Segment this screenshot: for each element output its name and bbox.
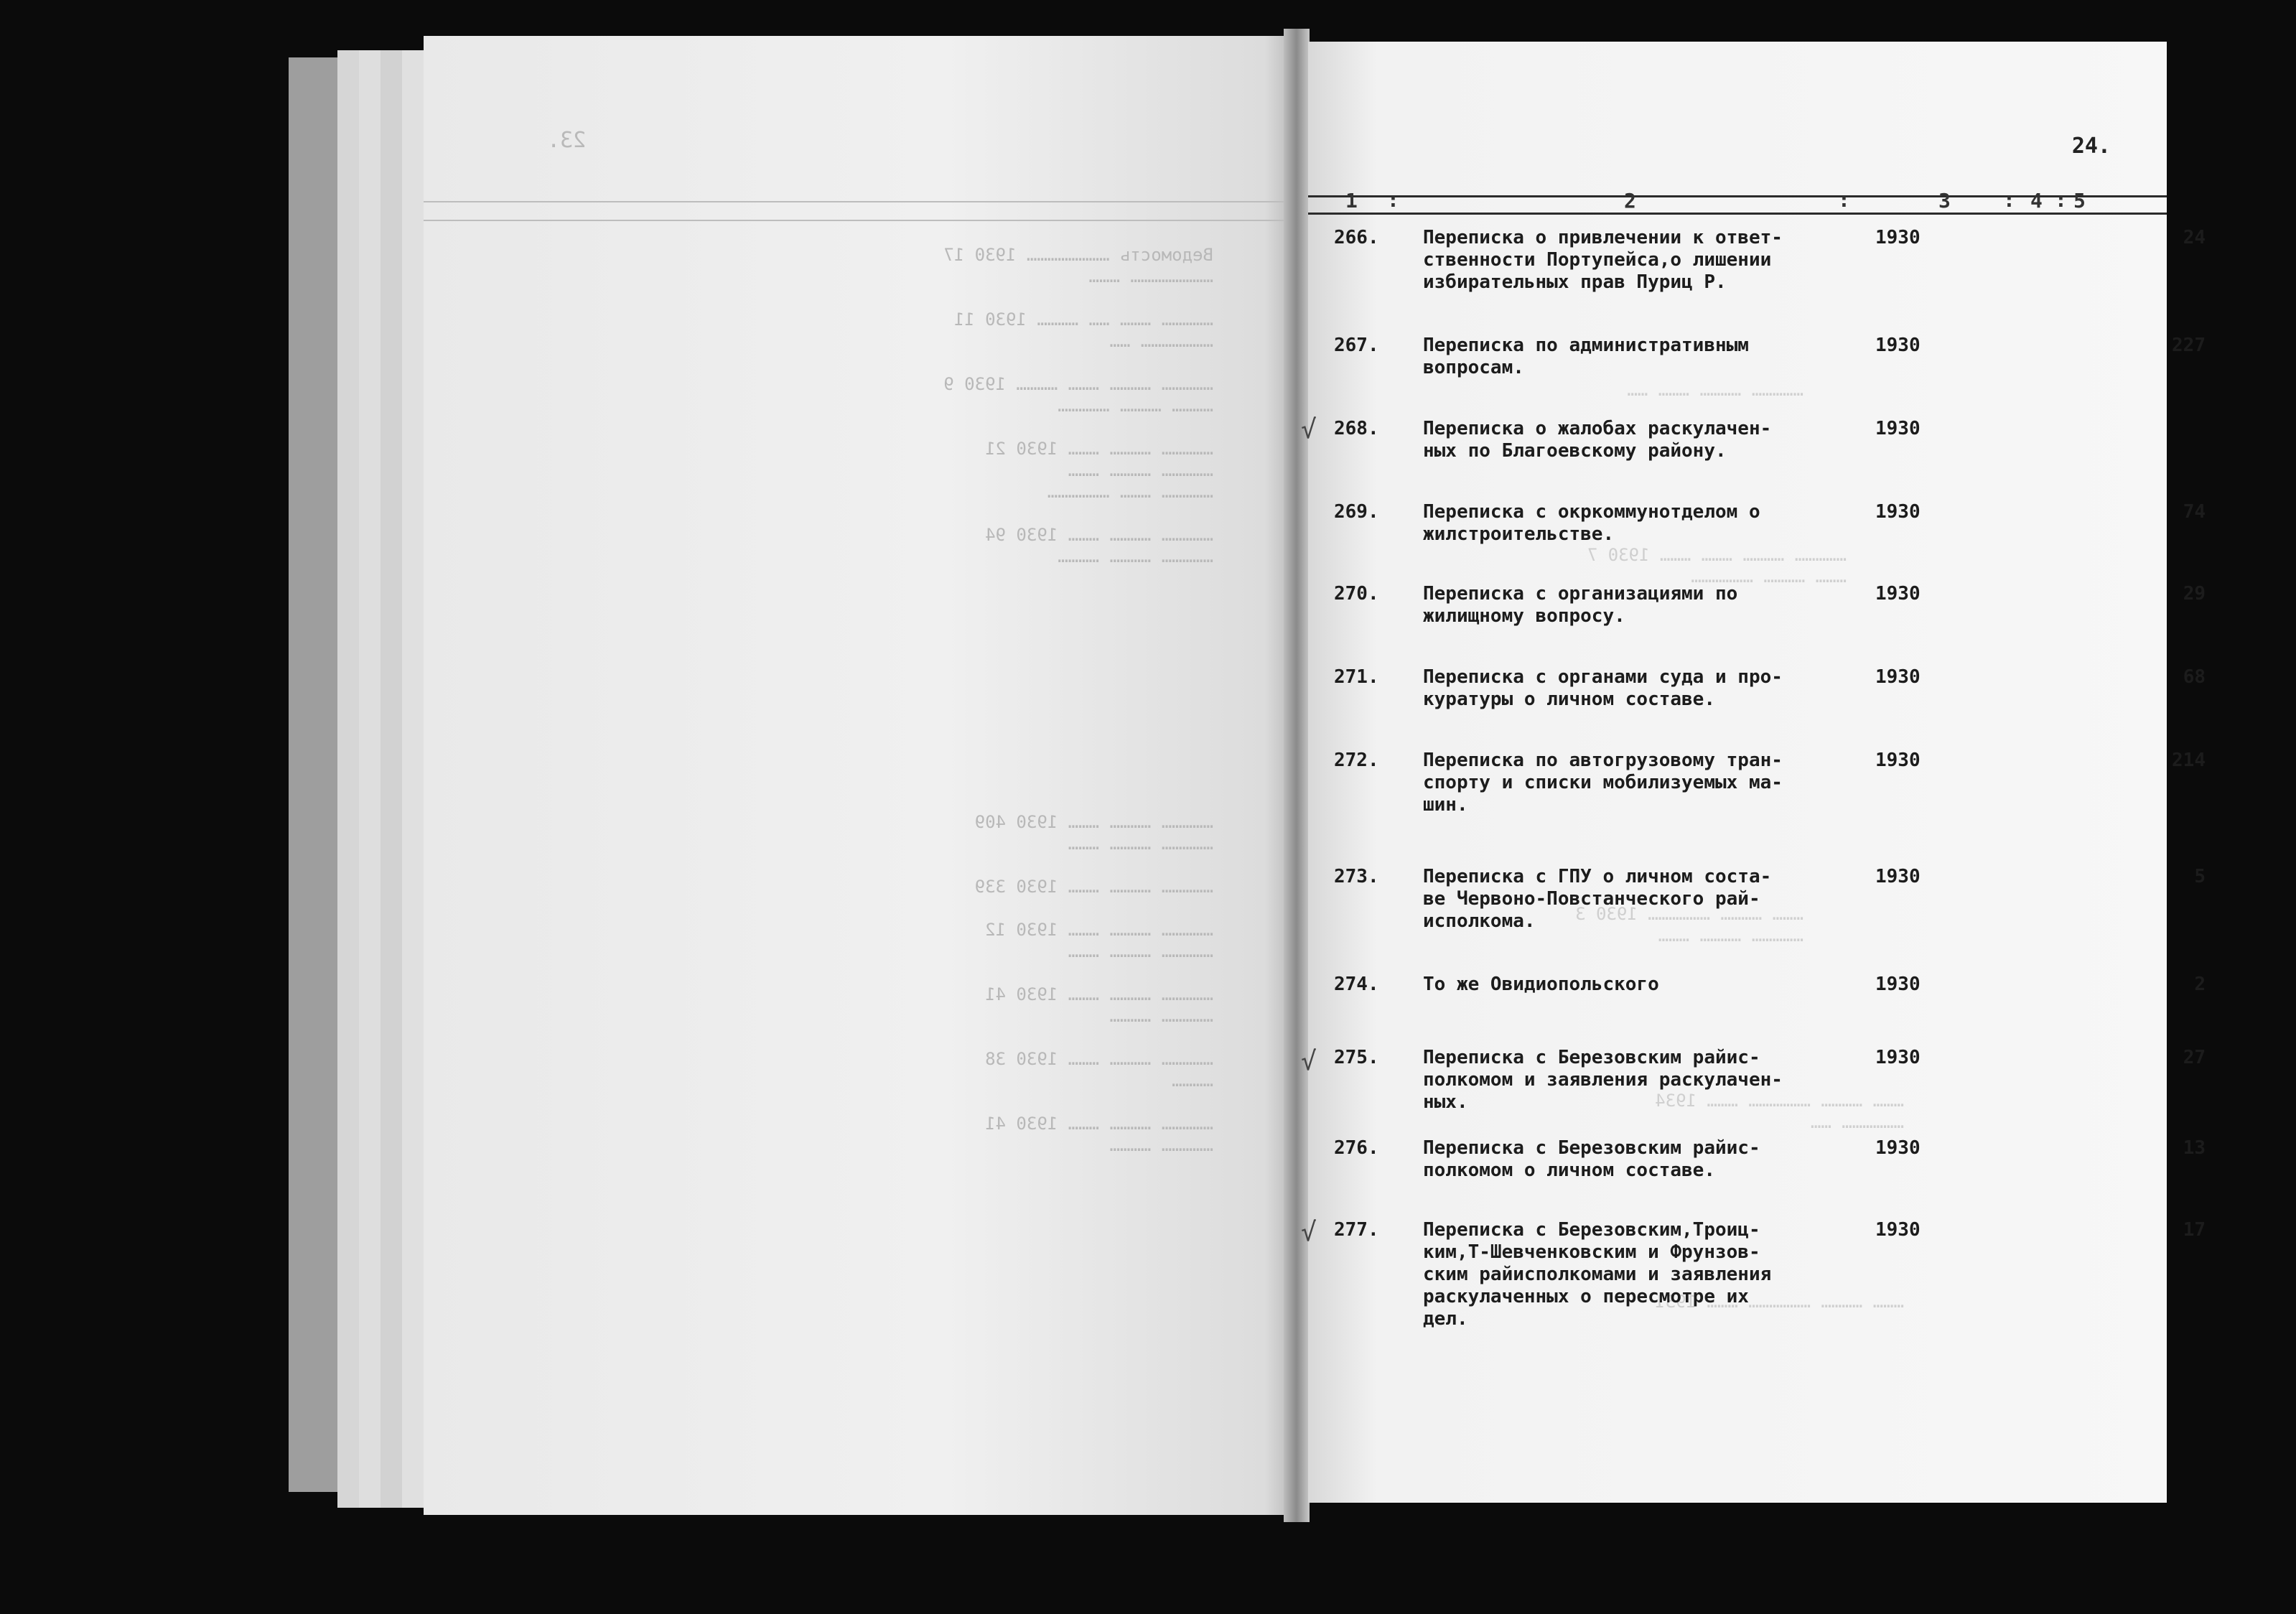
column-header-4: 4 <box>2030 189 2043 213</box>
row-number: 274. <box>1334 974 1379 995</box>
row-sheets: 2 <box>2194 974 2206 995</box>
row-year: 1930 <box>1875 335 1921 356</box>
row-sheets: 74 <box>2183 501 2206 523</box>
row-sheets: 68 <box>2183 666 2206 688</box>
left-page <box>424 36 1291 1515</box>
row-title: Переписка с Березовским райис- полкомом и заявления раскулачен- ных. <box>1423 1047 1783 1113</box>
row-number: 267. <box>1334 335 1379 356</box>
row-title: Переписка с организациями по жилищному вопросу. <box>1423 583 1738 627</box>
row-number: 272. <box>1334 750 1379 771</box>
row-year: 1930 <box>1875 666 1921 688</box>
right-page <box>1301 42 2206 1503</box>
row-number: 268. <box>1334 418 1379 439</box>
row-sheets: 5 <box>2194 866 2206 887</box>
row-title: Переписка с ГПУ о личном соста- ве Червоно-Повстанческого рай- исполкома. <box>1423 866 1772 932</box>
row-number: 271. <box>1334 666 1379 688</box>
row-year: 1930 <box>1875 750 1921 771</box>
row-title: Переписка с Березовским,Троиц- ким,Т-Шевченковским и Фрунзов- ским райисполкомами и заявления раскулаченных о пересмотре их дел. <box>1423 1219 1772 1330</box>
check-mark-icon: √ <box>1301 415 1317 444</box>
bleed-through-text: …………… ………… ……… 1930 409 …………… ………… ……… …………… ………… ……… 1930 339 …………… ………… ……… 1930 12 …………… ………… ……… …………… ………… ……… 1930 41 …………… ………… …………… ………… ……… 1930 38 ………… …………… ………… ……… 1930 41 …………… ………… <box>974 812 1213 1155</box>
row-sheets: 27 <box>2183 1047 2206 1068</box>
row-sheets: 29 <box>2183 583 2206 605</box>
row-sheets: 24 <box>2183 227 2206 248</box>
column-header-1: 1 <box>1345 189 1358 213</box>
bleed-through-line <box>424 220 1291 221</box>
page-stack-edge <box>359 50 381 1508</box>
column-separator: : <box>2003 188 2015 212</box>
column-separator: : <box>1838 188 1850 212</box>
column-separator: : <box>1387 188 1399 212</box>
row-year: 1930 <box>1875 418 1921 439</box>
check-mark-icon: √ <box>1301 1218 1317 1247</box>
left-page-number: 23. <box>547 128 587 153</box>
row-title: Переписка с Березовским райис- полкомом о личном составе. <box>1423 1137 1760 1181</box>
column-header-3: 3 <box>1938 189 1951 213</box>
row-year: 1930 <box>1875 866 1921 887</box>
bleed-through-text: …………… ………… ……… ……… 1930 7 ……… ………… ……………… <box>1587 545 1847 587</box>
page-stack-edge <box>337 50 360 1508</box>
row-year: 1930 <box>1875 974 1921 995</box>
bleed-through-line <box>424 201 1291 202</box>
bleed-through-text: ……… ………… ……………… ……… 1934 ……………… …… <box>1655 1091 1904 1132</box>
row-year: 1930 <box>1875 1219 1921 1241</box>
row-number: 269. <box>1334 501 1379 523</box>
row-title: Переписка с окркоммунотделом о жилстроительстве. <box>1423 501 1760 545</box>
row-title: Переписка о привлечении к ответ- ственности Портупейса,о лишении избирательных прав Пуриц Р. <box>1423 227 1783 293</box>
column-header-2: 2 <box>1624 189 1636 213</box>
row-sheets: 13 <box>2183 1137 2206 1159</box>
book-gutter <box>1284 29 1310 1522</box>
column-separator: : <box>2055 188 2067 212</box>
row-year: 1930 <box>1875 1047 1921 1068</box>
page-stack-edge <box>381 50 403 1508</box>
table-header-bottom-rule <box>1308 213 2167 215</box>
row-sheets: 214 <box>2172 750 2206 771</box>
row-title: Переписка по автогрузовому тран- спорту и списки мобилизуемых ма- шин. <box>1423 750 1783 816</box>
row-number: 277. <box>1334 1219 1379 1241</box>
bleed-through-text: Ведомость …………………… 1930 17 …………………… ……… …………… ……… …… ………… 1930 11 ………………… …… …………… ………… ……… ………… 1930 9 ………… ………… …………… …………… ………… ……… 1930 21 …………… ………… ……… …………… ……… ……………… …………… ………… ……… 1930 94 …………… ………… ………… <box>943 245 1213 566</box>
row-number: 276. <box>1334 1137 1379 1159</box>
row-title: Переписка о жалобах раскулачен- ных по Благоевскому району. <box>1423 418 1772 462</box>
bleed-through-text: …………… ………… ……… …… <box>1627 380 1803 400</box>
page-number: 24. <box>2071 134 2111 159</box>
bleed-through-text: ……… ………… ……………… ……… 1931 <box>1655 1292 1904 1312</box>
row-year: 1930 <box>1875 1137 1921 1159</box>
row-year: 1930 <box>1875 501 1921 523</box>
column-header-5: 5 <box>2073 189 2086 213</box>
check-mark-icon: √ <box>1301 1047 1317 1076</box>
row-number: 273. <box>1334 866 1379 887</box>
row-title: То же Овидиопольского <box>1423 974 1659 995</box>
row-title: Переписка по административным вопросам. <box>1423 335 1749 378</box>
row-year: 1930 <box>1875 583 1921 605</box>
row-title: Переписка с органами суда и про- куратуры о личном составе. <box>1423 666 1783 710</box>
row-sheets: 227 <box>2172 335 2206 356</box>
row-number: 266. <box>1334 227 1379 248</box>
bleed-through-text: ……… ………… ……………… 1930 3 …………… ………… ……… <box>1575 904 1803 946</box>
row-year: 1930 <box>1875 227 1921 248</box>
row-number: 270. <box>1334 583 1379 605</box>
row-number: 275. <box>1334 1047 1379 1068</box>
row-sheets: 17 <box>2183 1219 2206 1241</box>
